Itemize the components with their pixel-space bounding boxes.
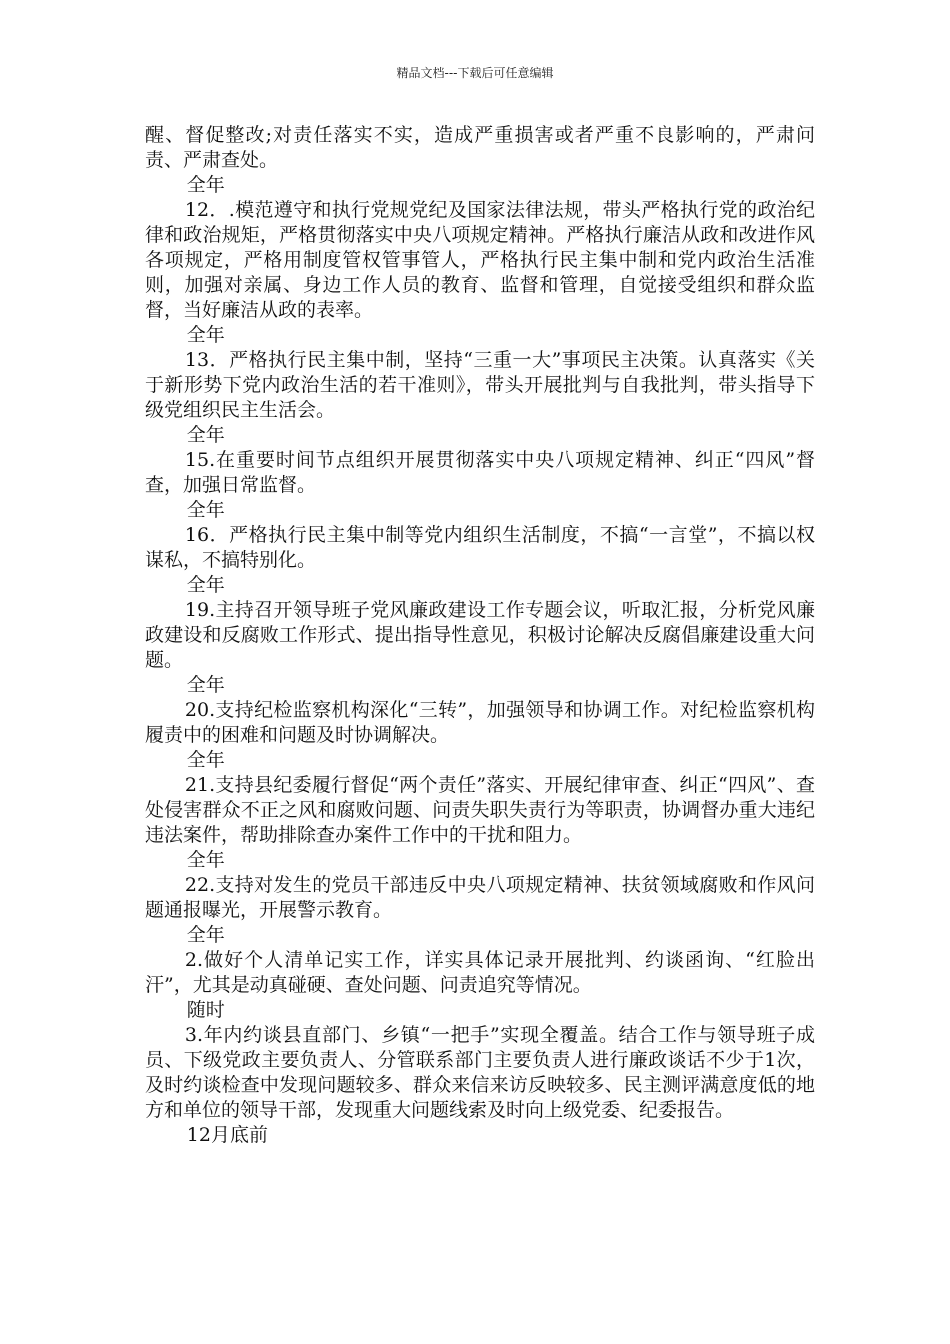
timeframe-label: 全年 (186, 574, 225, 596)
paragraph: 12．.模范遵守和执行党规党纪及国家法律法规，带头严格执行党的政治纪律和政治规矩，严格贯彻落实中央八项规定精神。严格执行廉洁从政和改进作风各项规定，严格用制度管权管事管人，严格执行民主集中制和党内政治生活准则，加强对亲属、身边工作人员的教育、监督和管理，自觉接受组织和群众监督，当好廉洁从政的表率。 (145, 199, 815, 321)
paragraph: 19.主持召开领导班子党风廉政建设工作专题会议，听取汇报，分析党风廉政建设和反腐败工作形式、提出指导性意见，积极讨论解决反腐倡廉建设重大问题。 (145, 599, 815, 671)
paragraph: 13．严格执行民主集中制，坚持“三重一大”事项民主决策。认真落实《关于新形势下党内政治生活的若干准则》，带头开展批判与自我批判，带头指导下级党组织民主生活会。 (145, 349, 815, 421)
timeframe-label: 全年 (186, 499, 225, 521)
paragraph: 醒、督促整改;对责任落实不实，造成严重损害或者严重不良影响的，严肃问责、严肃查处。 (145, 124, 815, 171)
timeframe-label: 全年 (186, 174, 225, 196)
timeframe-label: 全年 (186, 849, 225, 871)
timeframe-label: 全年 (186, 674, 225, 696)
paragraph: 15.在重要时间节点组织开展贯彻落实中央八项规定精神、纠正“四风”督查，加强日常监督。 (145, 449, 815, 496)
timeframe-label: 全年 (186, 324, 225, 346)
timeframe-label: 12月底前 (186, 1124, 268, 1146)
page-header: 精品文档---下载后可任意编辑 (396, 66, 554, 80)
paragraph: 20.支持纪检监察机构深化“三转”，加强领导和协调工作。对纪检监察机构履责中的困难和问题及时协调解决。 (145, 699, 815, 746)
paragraph: 2.做好个人清单记实工作，详实具体记录开展批判、约谈函询、“红脸出汗”，尤其是动真碰硬、查处问题、问责追究等情况。 (145, 949, 815, 996)
document-body (145, 123, 815, 1148)
paragraph: 16．严格执行民主集中制等党内组织生活制度，不搞“一言堂”，不搞以权谋私，不搞特别化。 (145, 524, 815, 571)
timeframe-label: 全年 (186, 749, 225, 771)
paragraph: 3.年内约谈县直部门、乡镇“一把手”实现全覆盖。结合工作与领导班子成员、下级党政主要负责人、分管联系部门主要负责人进行廉政谈话不少于1次，及时约谈检查中发现问题较多、群众来信来访反映较多、民主测评满意度低的地方和单位的领导干部，发现重大问题线索及时向上级党委、纪委报告。 (145, 1024, 815, 1121)
timeframe-label: 随时 (186, 999, 225, 1021)
paragraph: 22.支持对发生的党员干部违反中央八项规定精神、扶贫领域腐败和作风问题通报曝光，开展警示教育。 (145, 874, 815, 921)
paragraph: 21.支持县纪委履行督促“两个责任”落实、开展纪律审查、纠正“四风”、查处侵害群众不正之风和腐败问题、问责失职失责行为等职责，协调督办重大违纪违法案件，帮助排除查办案件工作中的干扰和阻力。 (145, 774, 815, 846)
timeframe-label: 全年 (186, 424, 225, 446)
timeframe-label: 全年 (186, 924, 225, 946)
